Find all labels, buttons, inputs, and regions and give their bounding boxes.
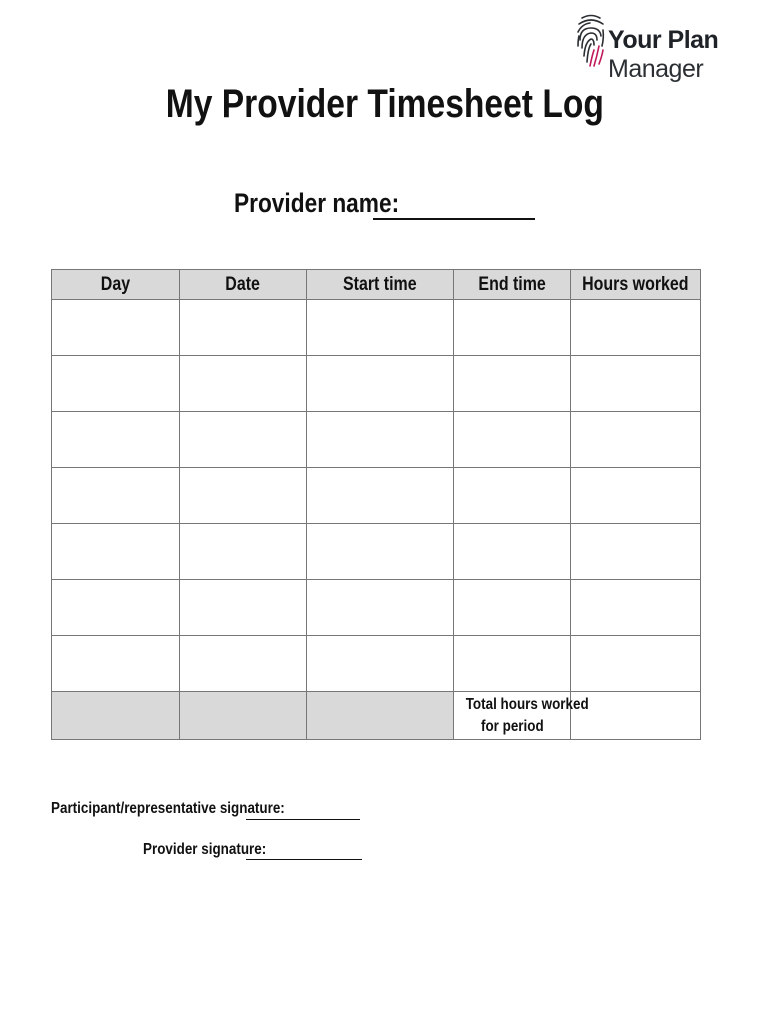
- day-cell[interactable]: [52, 356, 180, 412]
- date-cell[interactable]: [180, 412, 307, 468]
- start-time-cell[interactable]: [307, 356, 454, 412]
- date-cell[interactable]: [180, 300, 307, 356]
- table-row: [52, 524, 701, 580]
- table-row: [52, 412, 701, 468]
- end-time-cell[interactable]: [454, 356, 571, 412]
- end-time-cell[interactable]: [454, 468, 571, 524]
- date-cell[interactable]: [180, 468, 307, 524]
- table-row: [52, 468, 701, 524]
- column-header-hours-worked: Hours worked: [571, 270, 701, 300]
- end-time-cell[interactable]: [454, 636, 571, 692]
- shaded-cell: [52, 692, 180, 740]
- start-time-cell[interactable]: [307, 524, 454, 580]
- day-cell[interactable]: [52, 636, 180, 692]
- fingerprint-logo-icon: [576, 12, 606, 68]
- day-cell[interactable]: [52, 412, 180, 468]
- hours-worked-cell[interactable]: [571, 580, 701, 636]
- date-cell[interactable]: [180, 580, 307, 636]
- end-time-cell[interactable]: [454, 524, 571, 580]
- table-row: [52, 636, 701, 692]
- day-cell[interactable]: [52, 524, 180, 580]
- column-header-day: Day: [52, 270, 180, 300]
- brand-logo: [574, 10, 766, 83]
- hours-worked-cell[interactable]: [571, 300, 701, 356]
- table-row: [52, 580, 701, 636]
- day-cell[interactable]: [52, 468, 180, 524]
- table-header-row: [52, 270, 701, 300]
- table-row: [52, 356, 701, 412]
- hours-worked-cell[interactable]: [571, 356, 701, 412]
- shaded-cell: [180, 692, 307, 740]
- provider-signature-field[interactable]: [246, 859, 362, 860]
- end-time-cell[interactable]: [454, 412, 571, 468]
- start-time-cell[interactable]: [307, 300, 454, 356]
- participant-signature-field[interactable]: [246, 819, 360, 820]
- day-cell[interactable]: [52, 580, 180, 636]
- brand-name: [608, 26, 766, 84]
- table-row: [52, 300, 701, 356]
- total-hours-label-line1: Total hours worked: [465, 695, 589, 713]
- date-cell[interactable]: [180, 636, 307, 692]
- hours-worked-cell[interactable]: [571, 524, 701, 580]
- provider-name-label: Provider name:: [234, 188, 400, 218]
- column-header-end-time: End time: [454, 270, 571, 300]
- start-time-cell[interactable]: [307, 580, 454, 636]
- provider-signature-label: Provider signature:: [143, 841, 267, 858]
- date-cell[interactable]: [180, 524, 307, 580]
- column-header-start-time: Start time: [307, 270, 454, 300]
- end-time-cell[interactable]: [454, 580, 571, 636]
- participant-signature-label: Participant/representative signature:: [51, 800, 285, 817]
- end-time-cell[interactable]: [454, 300, 571, 356]
- page-title: My Provider Timesheet Log: [165, 82, 605, 126]
- timesheet-table: [51, 269, 701, 740]
- hours-worked-cell[interactable]: [571, 412, 701, 468]
- total-row: [52, 692, 701, 740]
- brand-name-light: Manager: [608, 55, 704, 83]
- total-hours-label-line2: for period: [480, 717, 544, 735]
- hours-worked-cell[interactable]: [571, 468, 701, 524]
- provider-name-field[interactable]: [373, 218, 535, 220]
- shaded-cell: [307, 692, 454, 740]
- total-hours-label: [454, 692, 589, 740]
- start-time-cell[interactable]: [307, 412, 454, 468]
- start-time-cell[interactable]: [307, 468, 454, 524]
- total-hours-cell[interactable]: [571, 692, 701, 740]
- hours-worked-cell[interactable]: [571, 636, 701, 692]
- date-cell[interactable]: [180, 356, 307, 412]
- column-header-date: Date: [180, 270, 307, 300]
- day-cell[interactable]: [52, 300, 180, 356]
- brand-name-bold: Your Plan: [608, 26, 719, 54]
- start-time-cell[interactable]: [307, 636, 454, 692]
